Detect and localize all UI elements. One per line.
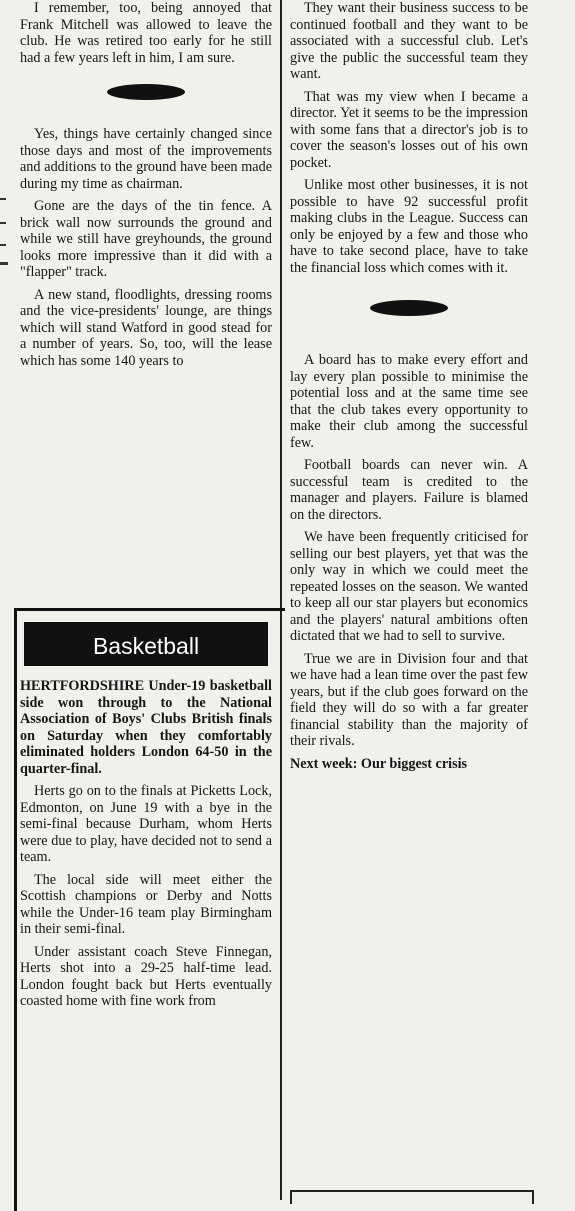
basketball-article xyxy=(20,678,272,1016)
basketball-lead-paragraph: HERTFORDSHIRE Under-19 basketball side won through to the National Association of Boys' Clubs British finals on Saturday when they comfortably eliminated holders London 64-50 in the quarter-final. xyxy=(20,678,272,777)
article-paragraph: We have been frequently criticised for selling our best players, yet that was the only way in which we could meet the repeated losses on the season. We wanted to keep all our star players but economics and the players' natural ambitions often dictated that we had to sell to survive. xyxy=(290,529,528,644)
article-paragraph: Gone are the days of the tin fence. A brick wall now surrounds the ground and while we still have greyhounds, the ground looks more impressive than it did with a "flapper" track. xyxy=(20,198,272,280)
next-week-teaser: Next week: Our biggest crisis xyxy=(290,755,468,772)
article-paragraph: The local side will meet either the Scottish champions or Derby and Notts while the Under-16 team play Birmingham in their semi-final. xyxy=(20,871,272,937)
basketball-section-banner: Basketball xyxy=(24,622,268,666)
next-article-box-edge xyxy=(290,1190,534,1204)
section-divider-ornament xyxy=(370,300,448,316)
article-paragraph: Football boards can never win. A successful team is credited to the manager and players. Failure is blamed on the directors. xyxy=(290,457,528,523)
article-paragraph: That was my view when I became a director. Yet it seems to be the impression with some fans that a director's job is to cover the season's losses out of his own pocket. xyxy=(290,88,528,171)
article-paragraph: True we are in Division four and that we have had a lean time over the past few years, but if the club goes forward on the field they will do so with a far greater financial stability than the majority of their rivals. xyxy=(290,650,528,749)
article-paragraph: A board has to make every effort and lay every plan possible to minimise the potential loss and at the same time see that the club takes every opportunity to make their club among the successful few. xyxy=(290,352,528,451)
article-paragraph: They want their business success to be continued football and they want to be associated with a successful club. Let's give the public the successful team they want. xyxy=(290,0,528,82)
article-paragraph: I remember, too, being annoyed that Frank Mitchell was allowed to leave the club. He was retired too early for he still had a few years left in him, I am sure. xyxy=(20,0,272,66)
article-right-column xyxy=(290,0,528,778)
article-paragraph: A new stand, floodlights, dressing rooms and the vice-presidents' lounge, are things which will stand Watford in good stead for a number of years. So, too, will the lease which has some 140 years to xyxy=(20,286,272,369)
article-paragraph: Yes, things have certainly changed since those days and most of the improvements and additions to the ground have been made during my time as chairman. xyxy=(20,126,272,192)
article-paragraph: Herts go on to the finals at Picketts Lock, Edmonton, on June 19 with a bye in the semi-final because Durham, whom Herts were due to play, have decided not to send a team. xyxy=(20,783,272,865)
article-paragraph: Under assistant coach Steve Finnegan, Herts shot into a 29-25 half-time lead. London fought back but Herts eventually coasted home with fine work from xyxy=(20,943,272,1009)
article-left-column xyxy=(20,0,272,375)
section-divider-ornament xyxy=(107,84,185,100)
article-paragraph: Unlike most other businesses, it is not possible to have 92 successful profit making clubs in the League. Success can only be enjoyed by a few and those who have to take second place, have to take the financial loss which comes with it. xyxy=(290,177,528,276)
left-margin-marks xyxy=(0,0,8,1200)
